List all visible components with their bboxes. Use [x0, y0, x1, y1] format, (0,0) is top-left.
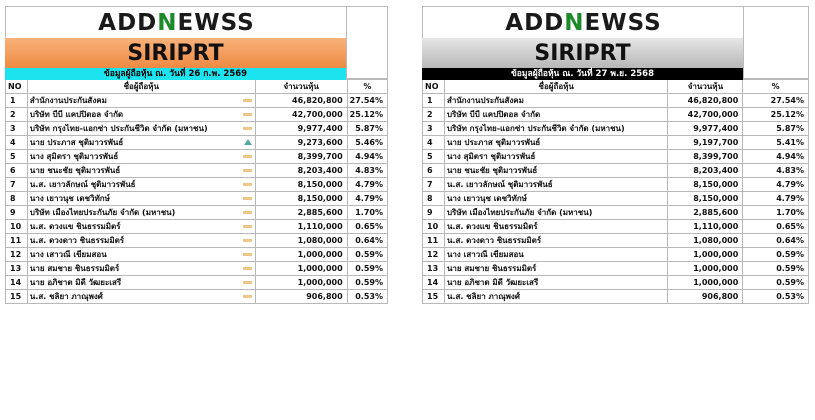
header-pct: % — [743, 80, 809, 94]
shareholder-name-text: นาย อภิชาต มิดี วัฒยะเสรี — [29, 278, 122, 287]
shareholder-name-text: น.ส. ชลิยา ภาณุพงศ์ — [29, 292, 103, 301]
shareholder-name-text: บริษัท บีบี แคปปิตอล จำกัด — [29, 110, 124, 119]
shareholder-name-text: สำนักงานประกันสังคม — [29, 96, 107, 105]
header-pct: % — [347, 80, 387, 94]
share-percent: 0.53% — [743, 290, 809, 304]
header-name: ชื่อผู้ถือหุ้น — [27, 80, 255, 94]
shareholder-name — [27, 262, 255, 276]
table-row — [6, 94, 388, 108]
share-percent: 0.65% — [347, 220, 387, 234]
shareholder-name: นาย สมชาย ชินธรรมมิตร์ — [444, 262, 668, 276]
table-row — [6, 248, 388, 262]
table-row — [6, 122, 388, 136]
unchanged-dash-icon — [243, 211, 252, 214]
share-count: 1,000,000 — [255, 262, 347, 276]
shareholder-name: นาง สุมิตรา ชุติมาวรพันธ์ — [444, 150, 668, 164]
table-row — [423, 206, 809, 220]
right-shareholder-table — [422, 79, 809, 304]
table-row — [423, 164, 809, 178]
share-count: 8,150,000 — [255, 192, 347, 206]
shareholder-name-text: บริษัท กรุงไทย-แอกซ่า ประกันชีวิต จำกัด (มหาชน) — [29, 124, 208, 133]
table-row — [6, 178, 388, 192]
left-header — [5, 6, 388, 79]
share-count: 2,885,600 — [668, 206, 743, 220]
share-percent: 0.65% — [743, 220, 809, 234]
table-row — [423, 192, 809, 206]
left-date-label: ข้อมูลผู้ถือหุ้น ณ. วันที่ 26 ก.พ. 2569 — [5, 68, 346, 80]
share-count: 9,977,400 — [668, 122, 743, 136]
share-count: 1,080,000 — [668, 234, 743, 248]
table-row — [423, 262, 809, 276]
unchanged-dash-icon — [243, 253, 252, 256]
left-logo-box — [5, 6, 348, 39]
header-shares: จำนวนหุ้น — [668, 80, 743, 94]
row-number: 3 — [423, 122, 445, 136]
header-no: NO — [6, 80, 28, 94]
share-percent: 4.83% — [347, 164, 387, 178]
table-row — [423, 248, 809, 262]
unchanged-dash-icon — [243, 127, 252, 130]
shareholder-name — [27, 234, 255, 248]
share-percent: 0.64% — [743, 234, 809, 248]
share-count: 8,150,000 — [255, 178, 347, 192]
share-count: 9,977,400 — [255, 122, 347, 136]
row-number: 8 — [6, 192, 28, 206]
share-count: 906,800 — [668, 290, 743, 304]
share-percent: 0.59% — [743, 248, 809, 262]
left-blank-box — [346, 6, 388, 79]
share-percent: 0.59% — [743, 262, 809, 276]
row-number: 15 — [423, 290, 445, 304]
row-number: 2 — [6, 108, 28, 122]
shareholder-name: สำนักงานประกันสังคม — [444, 94, 668, 108]
right-table-header-row — [423, 80, 809, 94]
right-date-label: ข้อมูลผู้ถือหุ้น ณ. วันที่ 27 พ.ย. 2568 — [422, 68, 743, 80]
share-percent: 27.54% — [347, 94, 387, 108]
row-number: 9 — [6, 206, 28, 220]
row-number: 1 — [423, 94, 445, 108]
share-percent: 4.94% — [743, 150, 809, 164]
row-number: 2 — [423, 108, 445, 122]
share-percent: 4.83% — [743, 164, 809, 178]
row-number: 9 — [423, 206, 445, 220]
right-company-title: SIRIPRT — [422, 38, 743, 68]
share-percent: 5.41% — [743, 136, 809, 150]
table-row — [423, 178, 809, 192]
shareholder-name — [27, 108, 255, 122]
share-count: 1,000,000 — [668, 276, 743, 290]
share-count: 2,885,600 — [255, 206, 347, 220]
share-count: 9,273,600 — [255, 136, 347, 150]
share-percent: 5.46% — [347, 136, 387, 150]
share-percent: 0.53% — [347, 290, 387, 304]
table-row — [423, 276, 809, 290]
addnewss-logo: ADDNEWSS — [505, 10, 662, 36]
left-company-title: SIRIPRT — [5, 38, 346, 68]
shareholder-name — [27, 248, 255, 262]
shareholder-name: บริษัท กรุงไทย-แอกซ่า ประกันชีวิต จำกัด (มหาชน) — [444, 122, 668, 136]
row-number: 15 — [6, 290, 28, 304]
shareholder-name — [27, 164, 255, 178]
table-row — [423, 234, 809, 248]
share-percent: 27.54% — [743, 94, 809, 108]
table-row — [6, 290, 388, 304]
shareholder-name-text: นาย ประภาส ชุติมาวรพันธ์ — [29, 138, 124, 147]
shareholder-name-text: นาง เยาวนุช เดชวิทักษ์ — [29, 194, 110, 203]
share-count: 46,820,800 — [668, 94, 743, 108]
share-percent: 25.12% — [743, 108, 809, 122]
share-count: 42,700,000 — [255, 108, 347, 122]
shareholder-name: บริษัท เมืองไทยประกันภัย จำกัด (มหาชน) — [444, 206, 668, 220]
left-table-header-row — [6, 80, 388, 94]
share-percent: 5.87% — [743, 122, 809, 136]
shareholder-name: นาย ประภาส ชุติมาวรพันธ์ — [444, 136, 668, 150]
share-percent: 0.64% — [347, 234, 387, 248]
unchanged-dash-icon — [243, 197, 252, 200]
shareholder-name: นาย ชนะชัย ชุติมาวรพันธ์ — [444, 164, 668, 178]
shareholder-name — [27, 220, 255, 234]
row-number: 7 — [423, 178, 445, 192]
shareholder-name — [27, 276, 255, 290]
left-panel — [5, 6, 388, 304]
table-row — [6, 234, 388, 248]
shareholder-name — [27, 178, 255, 192]
share-percent: 4.79% — [743, 178, 809, 192]
unchanged-dash-icon — [243, 99, 252, 102]
shareholder-name: นาง เยาวนุช เดชวิทักษ์ — [444, 192, 668, 206]
table-row — [423, 94, 809, 108]
addnewss-logo: ADDNEWSS — [98, 10, 255, 36]
shareholder-name-text: น.ส. เยาวลักษณ์ ชุติมาวรพันธ์ — [29, 180, 136, 189]
share-percent: 0.59% — [743, 276, 809, 290]
header-no: NO — [423, 80, 445, 94]
row-number: 4 — [423, 136, 445, 150]
row-number: 11 — [6, 234, 28, 248]
share-count: 1,110,000 — [668, 220, 743, 234]
table-row — [6, 108, 388, 122]
unchanged-dash-icon — [243, 267, 252, 270]
row-number: 5 — [6, 150, 28, 164]
row-number: 5 — [423, 150, 445, 164]
shareholder-name — [27, 206, 255, 220]
share-percent: 1.70% — [743, 206, 809, 220]
shareholder-name-text: นาง เสาวณี เขียมสอน — [29, 250, 107, 259]
row-number: 14 — [423, 276, 445, 290]
row-number: 7 — [6, 178, 28, 192]
shareholder-name-text: บริษัท เมืองไทยประกันภัย จำกัด (มหาชน) — [29, 208, 176, 217]
shareholder-name: น.ส. เยาวลักษณ์ ชุติมาวรพันธ์ — [444, 178, 668, 192]
row-number: 14 — [6, 276, 28, 290]
share-count: 1,000,000 — [668, 248, 743, 262]
share-percent: 4.79% — [347, 192, 387, 206]
shareholder-name-text: นาง สุมิตรา ชุติมาวรพันธ์ — [29, 152, 119, 161]
shareholder-name: บริษัท บีบี แคปปิตอล จำกัด — [444, 108, 668, 122]
right-panel — [422, 6, 809, 304]
share-percent: 25.12% — [347, 108, 387, 122]
share-count: 1,080,000 — [255, 234, 347, 248]
table-row — [6, 164, 388, 178]
right-blank-box — [743, 6, 809, 79]
share-count: 8,150,000 — [668, 178, 743, 192]
row-number: 8 — [423, 192, 445, 206]
share-count: 1,000,000 — [255, 276, 347, 290]
shareholder-name-text: นาย ชนะชัย ชุติมาวรพันธ์ — [29, 166, 121, 175]
share-count: 42,700,000 — [668, 108, 743, 122]
header-name: ชื่อผู้ถือหุ้น — [444, 80, 668, 94]
shareholder-name-text: นาย สมชาย ชินธรรมมิตร์ — [29, 264, 120, 273]
share-percent: 5.87% — [347, 122, 387, 136]
row-number: 10 — [6, 220, 28, 234]
row-number: 12 — [423, 248, 445, 262]
row-number: 13 — [423, 262, 445, 276]
table-row — [6, 276, 388, 290]
share-count: 1,000,000 — [668, 262, 743, 276]
share-count: 1,000,000 — [255, 248, 347, 262]
table-row — [423, 108, 809, 122]
shareholder-name: น.ส. ดวงดาว ชินธรรมมิตร์ — [444, 234, 668, 248]
unchanged-dash-icon — [243, 295, 252, 298]
row-number: 13 — [6, 262, 28, 276]
right-header — [422, 6, 809, 79]
row-number: 4 — [6, 136, 28, 150]
right-logo-box — [422, 6, 745, 39]
table-row — [6, 262, 388, 276]
row-number: 3 — [6, 122, 28, 136]
share-count: 8,399,700 — [668, 150, 743, 164]
share-percent: 1.70% — [347, 206, 387, 220]
share-count: 46,820,800 — [255, 94, 347, 108]
shareholder-name — [27, 150, 255, 164]
row-number: 12 — [6, 248, 28, 262]
table-row — [6, 192, 388, 206]
shareholder-name — [27, 290, 255, 304]
table-row — [423, 290, 809, 304]
shareholder-name-text: น.ส. ดวงดาว ชินธรรมมิตร์ — [29, 236, 125, 245]
share-count: 1,110,000 — [255, 220, 347, 234]
share-percent: 4.79% — [347, 178, 387, 192]
row-number: 6 — [423, 164, 445, 178]
shareholder-name: นาง เสาวณี เขียมสอน — [444, 248, 668, 262]
table-row — [6, 220, 388, 234]
unchanged-dash-icon — [243, 239, 252, 242]
share-percent: 4.94% — [347, 150, 387, 164]
share-count: 9,197,700 — [668, 136, 743, 150]
shareholder-name — [27, 192, 255, 206]
unchanged-dash-icon — [243, 113, 252, 116]
unchanged-dash-icon — [243, 155, 252, 158]
share-percent: 0.59% — [347, 248, 387, 262]
shareholder-name: น.ส. ดวงแข ชินธรรมมิตร์ — [444, 220, 668, 234]
header-shares: จำนวนหุ้น — [255, 80, 347, 94]
table-row — [423, 150, 809, 164]
left-shareholder-table — [5, 79, 388, 304]
shareholder-name — [27, 122, 255, 136]
row-number: 1 — [6, 94, 28, 108]
unchanged-dash-icon — [243, 183, 252, 186]
share-percent: 0.59% — [347, 276, 387, 290]
shareholder-name-text: น.ส. ดวงแข ชินธรรมมิตร์ — [29, 222, 121, 231]
shareholder-name: นาย อภิชาต มิดี วัฒยะเสรี — [444, 276, 668, 290]
table-row — [423, 122, 809, 136]
unchanged-dash-icon — [243, 169, 252, 172]
table-row — [423, 220, 809, 234]
table-row — [423, 136, 809, 150]
shareholder-name: น.ส. ชลิยา ภาณุพงศ์ — [444, 290, 668, 304]
share-percent: 4.79% — [743, 192, 809, 206]
share-count: 8,203,400 — [668, 164, 743, 178]
share-count: 8,203,400 — [255, 164, 347, 178]
table-row — [6, 150, 388, 164]
row-number: 11 — [423, 234, 445, 248]
unchanged-dash-icon — [243, 281, 252, 284]
table-row — [6, 136, 388, 150]
row-number: 10 — [423, 220, 445, 234]
share-count: 8,399,700 — [255, 150, 347, 164]
shareholder-name — [27, 136, 255, 150]
table-row — [6, 206, 388, 220]
share-count: 906,800 — [255, 290, 347, 304]
row-number: 6 — [6, 164, 28, 178]
share-percent: 0.59% — [347, 262, 387, 276]
up-arrow-icon — [244, 139, 252, 145]
share-count: 8,150,000 — [668, 192, 743, 206]
unchanged-dash-icon — [243, 225, 252, 228]
shareholder-name — [27, 94, 255, 108]
